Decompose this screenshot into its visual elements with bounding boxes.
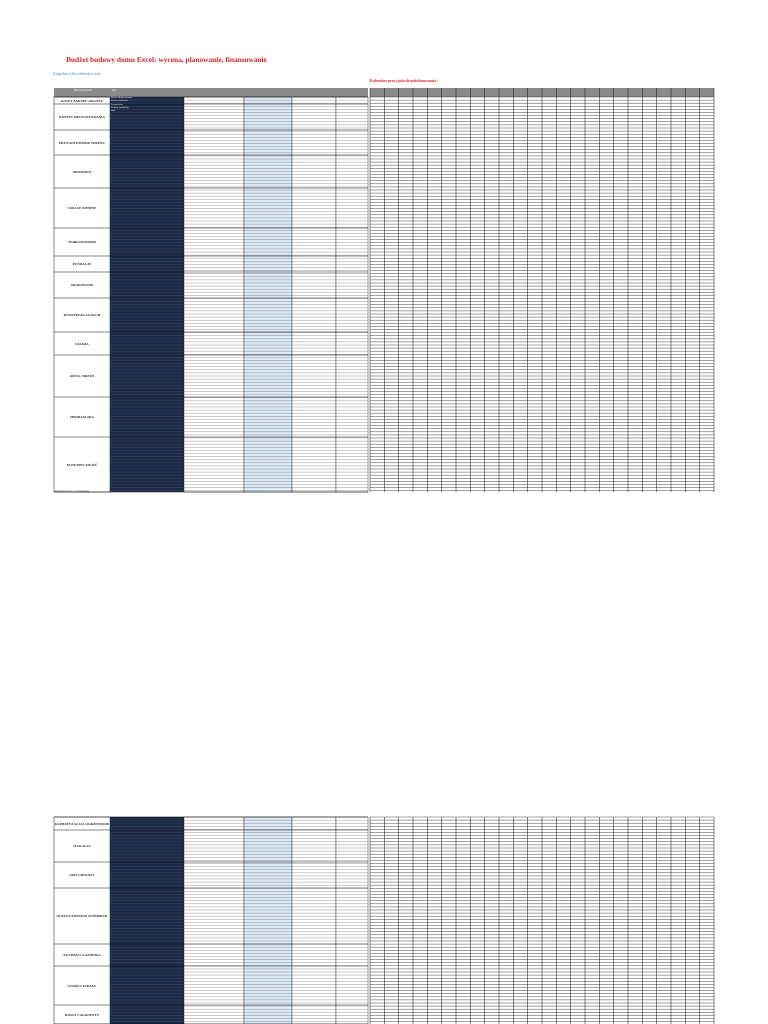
item-label: Koszt notariusza bbox=[111, 99, 128, 103]
section-label: HYDRAULIKA bbox=[70, 415, 94, 419]
section-label: KUCHNIA I ŁAZIENKA bbox=[63, 953, 101, 957]
footer-note: Klimatyzacja i ogrzewanie bbox=[55, 489, 90, 493]
section-label: OKNA / DRZWI bbox=[69, 374, 95, 378]
item-label: Inne bbox=[111, 108, 116, 112]
section-label: KOSZT CAŁKOWITY bbox=[64, 1012, 100, 1017]
section-label: UDLICE ZIEMNE bbox=[68, 206, 96, 210]
fill-instruction: Uzupełnij tylko niebieskie pola bbox=[53, 72, 101, 76]
section-label: FUNDACJE bbox=[72, 262, 92, 266]
section-label: GIPS GIPSOWY bbox=[69, 873, 95, 877]
section-label: TERRASOWANIE bbox=[68, 240, 96, 244]
item-label: Pozwolenia bbox=[111, 102, 123, 106]
section-label: GANKI I TARASY bbox=[67, 983, 97, 988]
section-col-header: Prace budowlane bbox=[74, 89, 92, 92]
section-label: ELEKTRYCZNOŚĆ bbox=[66, 462, 98, 467]
item-label: Projekt architekta bbox=[111, 105, 129, 109]
section-label: MUROWANIE bbox=[70, 283, 94, 287]
section-label: FASADA bbox=[75, 341, 89, 346]
section-label: KONSTRUKCJA DACH bbox=[63, 313, 101, 317]
item-col-header: Typ bbox=[112, 89, 116, 92]
document-title: Budżet budowy domu Excel: wycena, planowanie, finansowanie bbox=[66, 55, 267, 64]
calendar-note: Kalendarz prac (pola do pokolorowania) : bbox=[370, 79, 439, 83]
section-label: IZOLACJA bbox=[73, 844, 91, 848]
section-label: KOSZTY PRZYGOTOWANIA bbox=[59, 115, 105, 119]
calendar-grid-2[interactable] bbox=[370, 817, 714, 1024]
section-label: OGIA ET FINITION INTÉRIEUR bbox=[56, 914, 108, 918]
section-label: PRZYGOTOWANIE TERENU bbox=[59, 140, 105, 145]
item-label: Koszt zakupu gruntu bbox=[111, 96, 132, 100]
section-label: KLIMATYZACJA I OGRZEWANIE bbox=[54, 821, 110, 826]
section-label: ODWIERTY bbox=[72, 169, 92, 174]
section-label: KOSZT ZAKUPU GRUNTU bbox=[60, 98, 104, 103]
